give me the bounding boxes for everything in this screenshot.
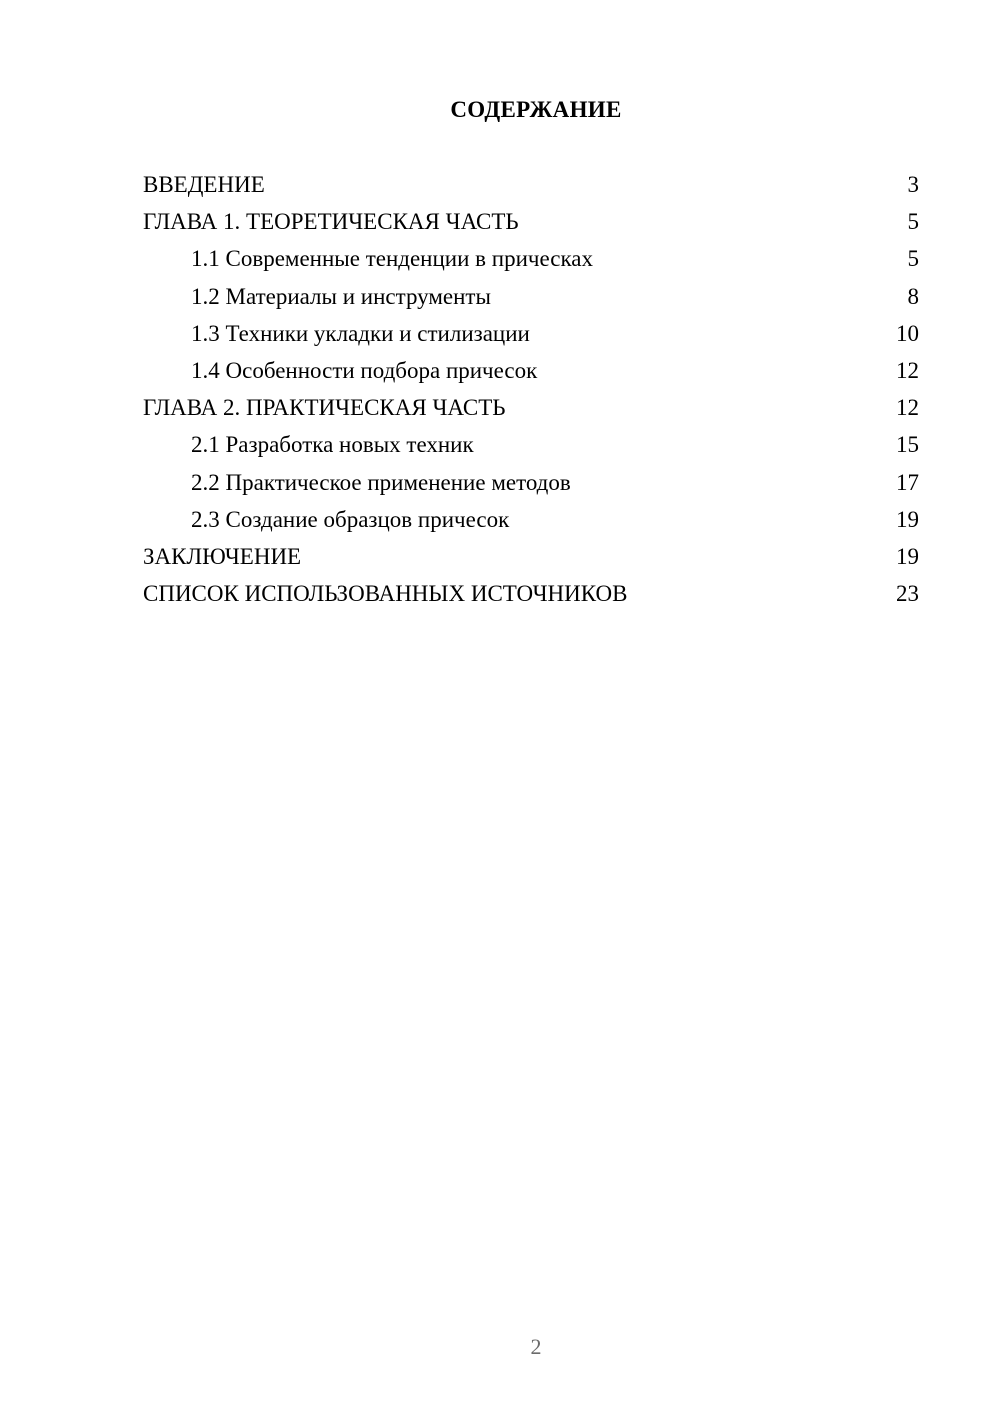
table-of-contents: [143, 166, 919, 612]
toc-entry-page: 15: [896, 432, 919, 458]
toc-entry-page: 23: [896, 581, 919, 607]
toc-entry-page: 8: [907, 283, 919, 309]
toc-entry-label: 1.3 Техники укладки и стилизации: [191, 320, 530, 346]
toc-entry-label: ГЛАВА 2. ПРАКТИЧЕСКАЯ ЧАСТЬ: [143, 395, 506, 421]
toc-entry-page: 5: [907, 209, 919, 235]
toc-entry-label: ЗАКЛЮЧЕНИЕ: [143, 543, 302, 569]
toc-entry-label: СПИСОК ИСПОЛЬЗОВАННЫХ ИСТОЧНИКОВ: [143, 581, 628, 607]
toc-subentry: [143, 240, 919, 277]
toc-entry-label: 2.1 Разработка новых техник: [191, 432, 474, 458]
toc-subentry: [143, 501, 919, 538]
toc-entry-label: 1.2 Материалы и инструменты: [191, 283, 491, 309]
toc-entry: [143, 538, 919, 575]
toc-entry: [143, 203, 919, 240]
toc-entry: [143, 575, 919, 612]
toc-entry-page: 17: [896, 469, 919, 495]
toc-entry-page: 19: [896, 543, 919, 569]
toc-subentry: [143, 464, 919, 501]
toc-entry: [143, 389, 919, 426]
toc-entry-label: 2.2 Практическое применение методов: [191, 469, 571, 495]
toc-subentry: [143, 426, 919, 463]
toc-entry-page: 12: [896, 395, 919, 421]
page-title: СОДЕРЖАНИЕ: [450, 97, 622, 122]
toc-entry-page: 5: [907, 246, 919, 272]
toc-entry-label: 1.4 Особенности подбора причесок: [191, 357, 538, 383]
toc-entry-page: 12: [896, 357, 919, 383]
toc-entry: [143, 166, 919, 203]
toc-subentry: [143, 352, 919, 389]
toc-entry-page: 19: [896, 506, 919, 532]
toc-entry-label: 2.3 Создание образцов причесок: [191, 506, 510, 532]
toc-subentry: [143, 315, 919, 352]
toc-entry-label: ГЛАВА 1. ТЕОРЕТИЧЕСКАЯ ЧАСТЬ: [143, 209, 519, 235]
toc-entry-page: 10: [896, 320, 919, 346]
page-number: 2: [530, 1334, 542, 1359]
toc-entry-label: ВВЕДЕНИЕ: [143, 172, 265, 197]
toc-entry-page: 3: [907, 172, 919, 197]
toc-entry-label: 1.1 Современные тенденции в прическах: [191, 246, 593, 272]
toc-subentry: [143, 278, 919, 315]
